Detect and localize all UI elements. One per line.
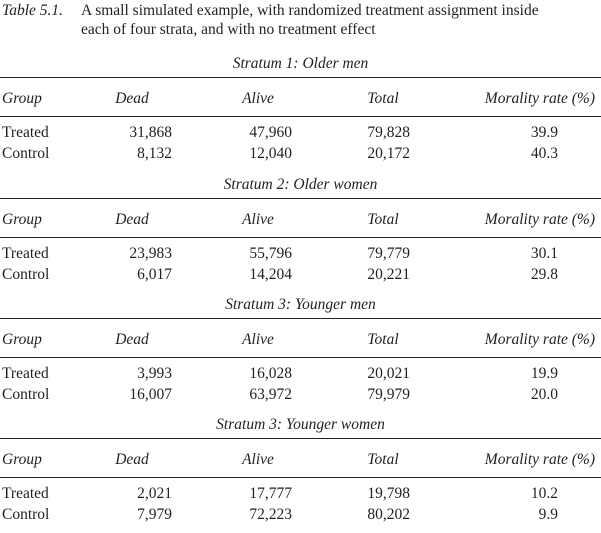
header-rate: Morality rate (%) bbox=[484, 331, 595, 348]
row-alive: 12,040 bbox=[249, 145, 292, 162]
header-alive: Alive bbox=[242, 90, 274, 107]
row-rate: 19.9 bbox=[530, 365, 558, 382]
row-dead: 2,021 bbox=[137, 485, 172, 502]
caption-line-2: each of four strata, and with no treatment effect bbox=[81, 21, 376, 38]
header-group: Group bbox=[2, 451, 42, 468]
row-group: Treated bbox=[2, 365, 49, 382]
row-total: 79,828 bbox=[367, 124, 410, 141]
row-dead: 7,979 bbox=[137, 506, 172, 523]
header-rule-bottom bbox=[0, 477, 601, 478]
header-total: Total bbox=[367, 331, 399, 348]
table-number: Table 5.1. bbox=[2, 2, 64, 19]
row-dead: 31,868 bbox=[129, 124, 172, 141]
row-rate: 10.2 bbox=[530, 485, 558, 502]
row-alive: 55,796 bbox=[249, 245, 292, 262]
header-rate: Morality rate (%) bbox=[484, 211, 595, 228]
row-total: 80,202 bbox=[367, 506, 410, 523]
row-alive: 47,960 bbox=[249, 124, 292, 141]
row-dead: 8,132 bbox=[137, 145, 172, 162]
row-alive: 63,972 bbox=[249, 386, 292, 403]
header-group: Group bbox=[2, 331, 42, 348]
header-total: Total bbox=[367, 451, 399, 468]
row-alive: 17,777 bbox=[249, 485, 292, 502]
header-dead: Dead bbox=[115, 451, 149, 468]
row-group: Control bbox=[2, 145, 50, 162]
row-alive: 72,223 bbox=[249, 506, 292, 523]
header-group: Group bbox=[2, 211, 42, 228]
header-rule-bottom bbox=[0, 357, 601, 358]
row-group: Treated bbox=[2, 124, 49, 141]
row-rate: 29.8 bbox=[530, 266, 558, 283]
stratum-title: Stratum 2: Older women bbox=[223, 176, 378, 193]
stratum-title: Stratum 3: Younger men bbox=[225, 296, 376, 313]
row-dead: 6,017 bbox=[137, 266, 172, 283]
header-rule-top bbox=[0, 198, 601, 199]
row-group: Control bbox=[2, 266, 50, 283]
header-group: Group bbox=[2, 90, 42, 107]
row-total: 79,779 bbox=[367, 245, 410, 262]
row-dead: 16,007 bbox=[129, 386, 172, 403]
header-rule-top bbox=[0, 318, 601, 319]
row-rate: 9.9 bbox=[538, 506, 558, 523]
caption-text bbox=[81, 1, 596, 39]
header-alive: Alive bbox=[242, 211, 274, 228]
caption-line-1: A small simulated example, with randomized treatment assignment inside bbox=[81, 2, 539, 19]
row-total: 20,172 bbox=[367, 145, 410, 162]
header-alive: Alive bbox=[242, 451, 274, 468]
header-dead: Dead bbox=[115, 90, 149, 107]
row-alive: 16,028 bbox=[249, 365, 292, 382]
header-total: Total bbox=[367, 90, 399, 107]
row-group: Treated bbox=[2, 485, 49, 502]
row-total: 20,221 bbox=[367, 266, 410, 283]
header-rate: Morality rate (%) bbox=[484, 90, 595, 107]
row-total: 20,021 bbox=[367, 365, 410, 382]
row-total: 19,798 bbox=[367, 485, 410, 502]
row-rate: 20.0 bbox=[530, 386, 558, 403]
row-alive: 14,204 bbox=[249, 266, 292, 283]
row-rate: 39.9 bbox=[530, 124, 558, 141]
row-dead: 23,983 bbox=[129, 245, 172, 262]
row-rate: 40.3 bbox=[530, 145, 558, 162]
row-group: Control bbox=[2, 506, 50, 523]
row-group: Control bbox=[2, 386, 50, 403]
row-dead: 3,993 bbox=[137, 365, 172, 382]
header-rate: Morality rate (%) bbox=[484, 451, 595, 468]
header-rule-top bbox=[0, 77, 601, 78]
stratum-title: Stratum 1: Older men bbox=[232, 55, 369, 72]
header-rule-bottom bbox=[0, 237, 601, 238]
header-rule-top bbox=[0, 438, 601, 439]
stratum-title: Stratum 3: Younger women bbox=[216, 416, 385, 433]
row-rate: 30.1 bbox=[530, 245, 558, 262]
header-dead: Dead bbox=[115, 211, 149, 228]
row-group: Treated bbox=[2, 245, 49, 262]
header-alive: Alive bbox=[242, 331, 274, 348]
header-dead: Dead bbox=[115, 331, 149, 348]
header-rule-bottom bbox=[0, 116, 601, 117]
row-total: 79,979 bbox=[367, 386, 410, 403]
header-total: Total bbox=[367, 211, 399, 228]
